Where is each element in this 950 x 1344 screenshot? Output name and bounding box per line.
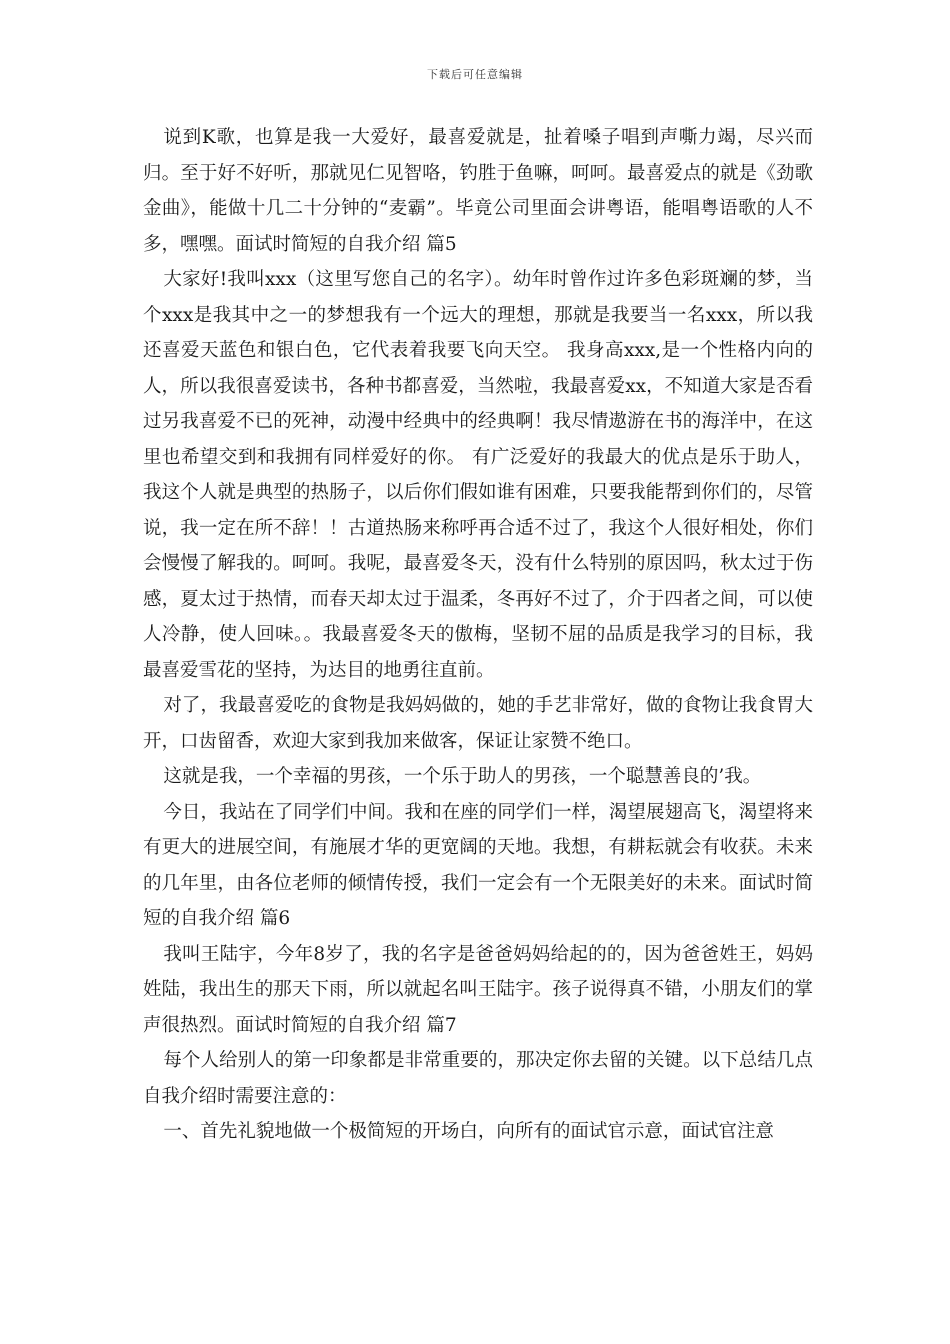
paragraph: 说到K歌，也算是我一大爱好，最喜爱就是，扯着嗓子唱到声嘶力竭，尽兴而归。至于好不好听，那就见仁见智咯，钓胜于鱼嘛，呵呵。最喜爱点的就是《劲歌金曲》，能做十几二十分钟的“麦霸”。毕竟公司里面会讲粤语，能唱粤语歌的人不多，嘿嘿。面试时简短的自我介绍 篇5 bbox=[143, 127, 813, 255]
document-body bbox=[143, 120, 813, 1150]
paragraph: 我叫王陆宇，今年8岁了，我的名字是爸爸妈妈给起的的，因为爸爸姓王，妈妈姓陆，我出生的那天下雨，所以就起名叫王陆宇。孩子说得真不错，小朋友们的掌声很热烈。面试时简短的自我介绍 篇7 bbox=[143, 943, 813, 1036]
page-header: 下载后可任意编辑 bbox=[427, 68, 523, 81]
paragraph: 今日，我站在了同学们中间。我和在座的同学们一样，渴望展翅高飞，渴望将来有更大的进展空间，有施展才华的更宽阔的天地。我想，有耕耘就会有收获。未来的几年里，由各位老师的倾情传授，我们一定会有一个无限美好的未来。面试时简短的自我介绍 篇6 bbox=[143, 801, 813, 929]
paragraph: 这就是我，一个幸福的男孩，一个乐于助人的男孩，一个聪慧善良的’我。 bbox=[163, 766, 762, 787]
paragraph: 对了，我最喜爱吃的食物是我妈妈做的，她的手艺非常好，做的食物让我食胃大开，口齿留香，欢迎大家到我加来做客，保证让家赞不绝口。 bbox=[143, 695, 813, 752]
paragraph: 一、首先礼貌地做一个极简短的开场白，向所有的面试官示意，面试官注意 bbox=[163, 1121, 774, 1142]
paragraph: 每个人给别人的第一印象都是非常重要的，那决定你去留的关键。以下总结几点自我介绍时需要注意的： bbox=[143, 1050, 813, 1107]
paragraph: 大家好!我叫xxx（这里写您自己的名字）。幼年时曾作过许多色彩斑斓的梦，当个xxx是我其中之一的梦想我有一个远大的理想，那就是我要当一名xxx，所以我还喜爱天蓝色和银白色，它代表着我要飞向天空。 我身高xxx,是一个性格内向的人，所以我很喜爱读书，各种书都喜爱，当然啦，我最喜爱xx，不知道大家是否看过另我喜爱不已的死神，动漫中经典中的经典啊！我尽情遨游在书的海洋中，在这里也希望交到和我拥有同样爱好的你。 有广泛爱好的我最大的优点是乐于助人，我这个人就是典型的热肠子，以后你们假如谁有困难，只要我能帮到你们的，尽管说，我一定在所不辞！！古道热肠来称呼再合适不过了，我这个人很好相处，你们会慢慢了解我的。呵呵。我呢，最喜爱冬天，没有什么特别的原因吗，秋太过于伤感，夏太过于热情，而春天却太过于温柔，冬再好不过了，介于四者之间，可以使人冷静，使人回味。。我最喜爱冬天的傲梅，坚韧不屈的品质是我学习的目标，我最喜爱雪花的坚持，为达目的地勇往直前。 bbox=[143, 269, 813, 681]
